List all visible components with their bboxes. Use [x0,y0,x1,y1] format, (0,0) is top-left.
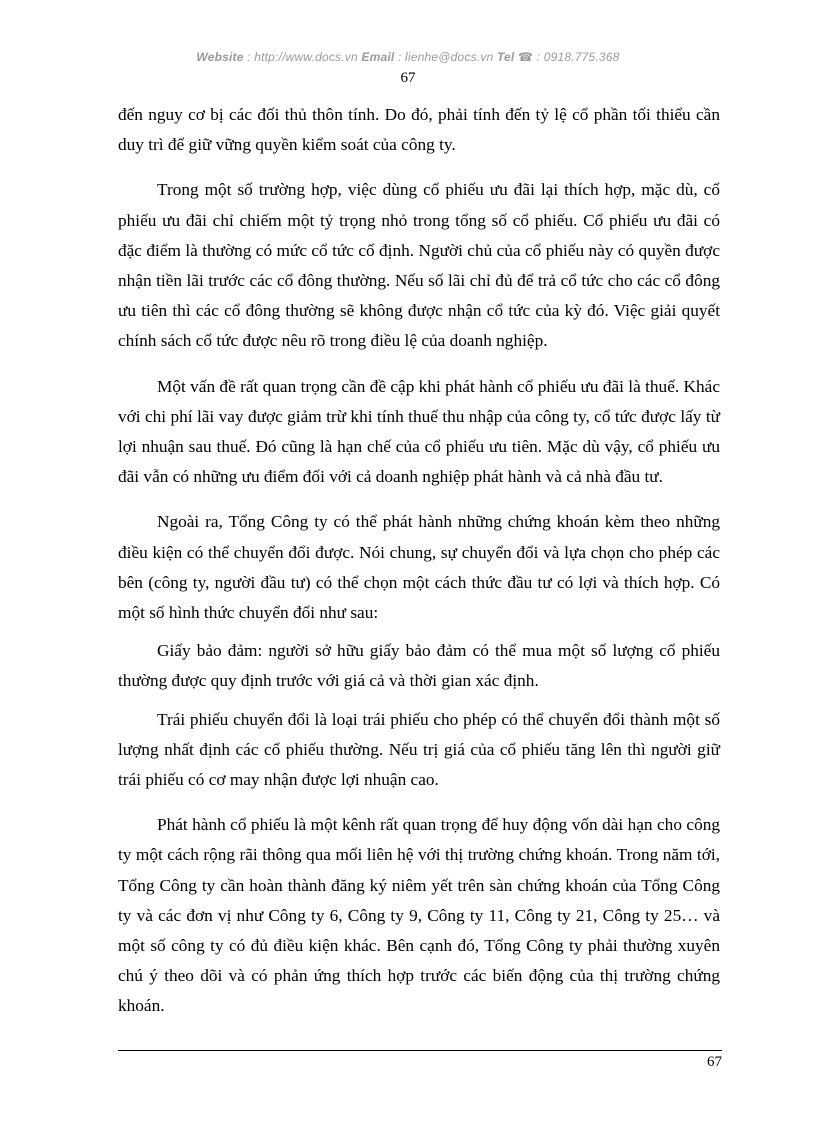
paragraph-tax: Một vấn đề rất quan trọng cần đề cập khi phát hành cổ phiếu ưu đãi là thuế. Khác với chi phí lãi vay được giảm trừ khi tính thuế thu nhập của công ty, cổ tức được lấy từ lợi nhuận sau thuế. Đó cũng là hạn chế của cổ phiếu ưu tiên. Mặc dù vậy, cổ phiếu ưu đãi vẫn có những ưu điểm đối với cả doanh nghiệp phát hành và cả nhà đầu tư. [118,376,720,487]
paragraph-convertible-bonds: Trái phiếu chuyển đổi là loại trái phiếu cho phép có thể chuyển đổi thành một số lượng nhất định các cổ phiếu thường. Nếu trị giá của cổ phiếu tăng lên thì người giữ trái phiếu có cơ may nhận được lợi nhuận cao. [118,709,720,790]
website-label: Website [196,50,244,64]
document-body [118,100,720,1037]
paragraph-warrants: Giấy bảo đảm: người sở hữu giấy bảo đảm có thể mua một số lượng cổ phiếu thường được quy định trước với giá cả và thời gian xác định. [118,641,720,691]
email-label: Email [361,50,395,64]
page-number-bottom: 67 [707,1054,722,1070]
page-header-contact [0,50,816,64]
tel-label: Tel [496,50,515,64]
page-number-top: 67 [400,70,416,86]
website-url[interactable]: : http://www.docs.vn [243,50,362,64]
email-address[interactable]: : lienhe@docs.vn [394,50,497,64]
phone-icon: ☎ [517,50,534,64]
tel-number: : 0918.775.368 [533,50,620,64]
paragraph-continuation: đến nguy cơ bị các đối thủ thôn tính. Do đó, phải tính đến tỷ lệ cổ phần tối thiểu cần duy trì để giữ vững quyền kiểm soát của công ty. [118,105,720,155]
paragraph-preferred-shares: Trong một số trường hợp, việc dùng cổ phiếu ưu đãi lại thích hợp, mặc dù, cổ phiếu ưu đãi chỉ chiếm một tỷ trọng nhỏ trong tổng số cổ phiếu. Cổ phiếu ưu đãi có đặc điểm là thường có mức cổ tức cố định. Người chủ của cổ phiếu này có quyền được nhận tiền lãi trước các cổ đông thường. Nếu số lãi chỉ đủ để trả cổ tức cho các cổ đông ưu tiên thì các cổ đông thường sẽ không được nhận cổ tức của kỳ đó. Việc giải quyết chính sách cổ tức được nêu rõ trong điều lệ của doanh nghiệp. [118,180,720,351]
paragraph-convertible: Ngoài ra, Tổng Công ty có thể phát hành những chứng khoán kèm theo những điều kiện có thể chuyển đổi được. Nói chung, sự chuyển đổi và lựa chọn cho phép các bên (công ty, người đầu tư) có thể chọn một cách thức đầu tư có lợi và thích hợp. Có một số hình thức chuyển đổi như sau: [118,512,720,623]
paragraph-stock-issuance: Phát hành cổ phiếu là một kênh rất quan trọng để huy động vốn dài hạn cho công ty một cách rộng rãi thông qua mối liên hệ với thị trường chứng khoán. Trong năm tới, Tổng Công ty cần hoàn thành đăng ký niêm yết trên sàn chứng khoán của Tổng Công ty và các đơn vị như Công ty 6, Công ty 9, Công ty 11, Công ty 21, Công ty 25… và một số công ty có đủ điều kiện khác. Bên cạnh đó, Tổng Công ty phải thường xuyên chú ý theo dõi và có phản ứng thích hợp trước các biến động của thị trường chứng khoán. [118,815,720,1016]
footer-divider [118,1050,722,1051]
